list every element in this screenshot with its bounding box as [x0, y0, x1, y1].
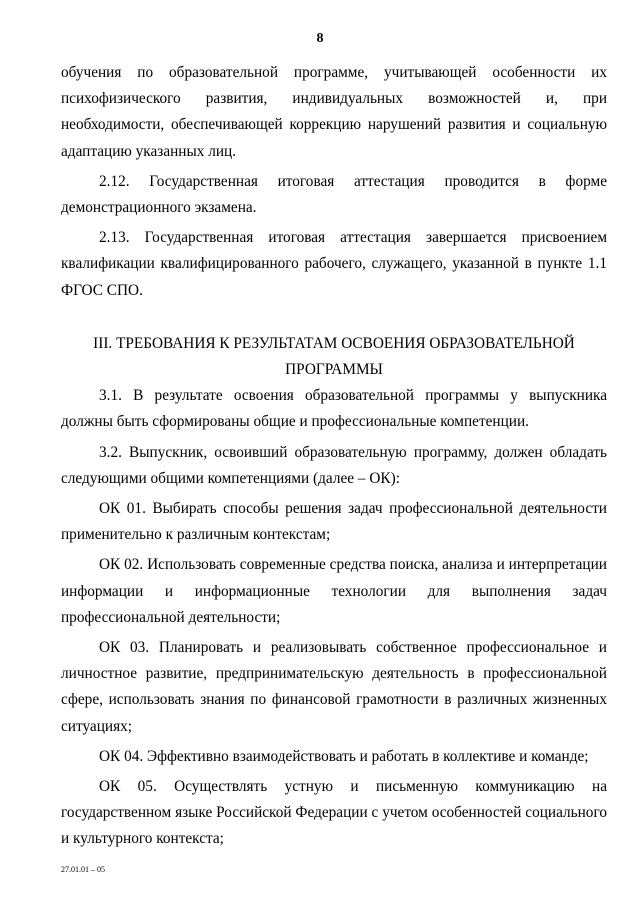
competency-ok-03: ОК 03. Планировать и реализовывать собственное профессиональное и личностное развитие, предпринимательскую деятельность в профессиональной сфере, использовать знания по финансовой грамотности в различных жизненных ситуациях; [61, 639, 607, 735]
section-heading [61, 331, 607, 383]
paragraph-2-12: 2.12. Государственная итоговая аттестация проводится в форме демонстрационного экзамена. [61, 172, 607, 217]
document-body [61, 60, 607, 853]
section-heading-line-2: ПРОГРАММЫ [285, 361, 383, 379]
paragraph-3-1: 3.1. В результате освоения образовательной программы у выпускника должны быть сформированы общие и профессиональные компетенции. [61, 387, 607, 431]
paragraph-3-2: 3.2. Выпускник, освоивший образовательную программу, должен обладать следующими общими компетенциями (далее – ОК): [61, 443, 607, 487]
competency-ok-04: ОК 04. Эффективно взаимодействовать и работать в коллективе и команде; [99, 747, 589, 765]
competency-ok-01: ОК 01. Выбирать способы решения задач профессиональной деятельности применительно к различным контекстам; [61, 500, 607, 544]
competency-ok-05: ОК 05. Осуществлять устную и письменную коммуникацию на государственном языке Российской Федерации с учетом особенностей социального и культурного контекста; [61, 778, 607, 848]
document-code: 27.01.01 – 05 [61, 865, 105, 874]
paragraph-2-13: 2.13. Государственная итоговая аттестация завершается присвоением квалификации квалифицированного рабочего, служащего, указанной в пункте 1.1 ФГОС СПО. [61, 229, 607, 299]
competency-ok-02: ОК 02. Использовать современные средства поиска, анализа и интерпретации информации и информационные технологии для выполнения задач профессиональной деятельности; [61, 556, 607, 626]
paragraph-continuation: обучения по образовательной программе, учитывающей особенности их психофизического развития, индивидуальных возможностей и, при необходимости, обеспечивающей коррекцию нарушений развития и социальную адаптацию указанных лиц. [61, 64, 607, 160]
page-number: 8 [316, 31, 324, 46]
section-heading-line-1: III. ТРЕБОВАНИЯ К РЕЗУЛЬТАТАМ ОСВОЕНИЯ ОБРАЗОВАТЕЛЬНОЙ [93, 334, 575, 352]
